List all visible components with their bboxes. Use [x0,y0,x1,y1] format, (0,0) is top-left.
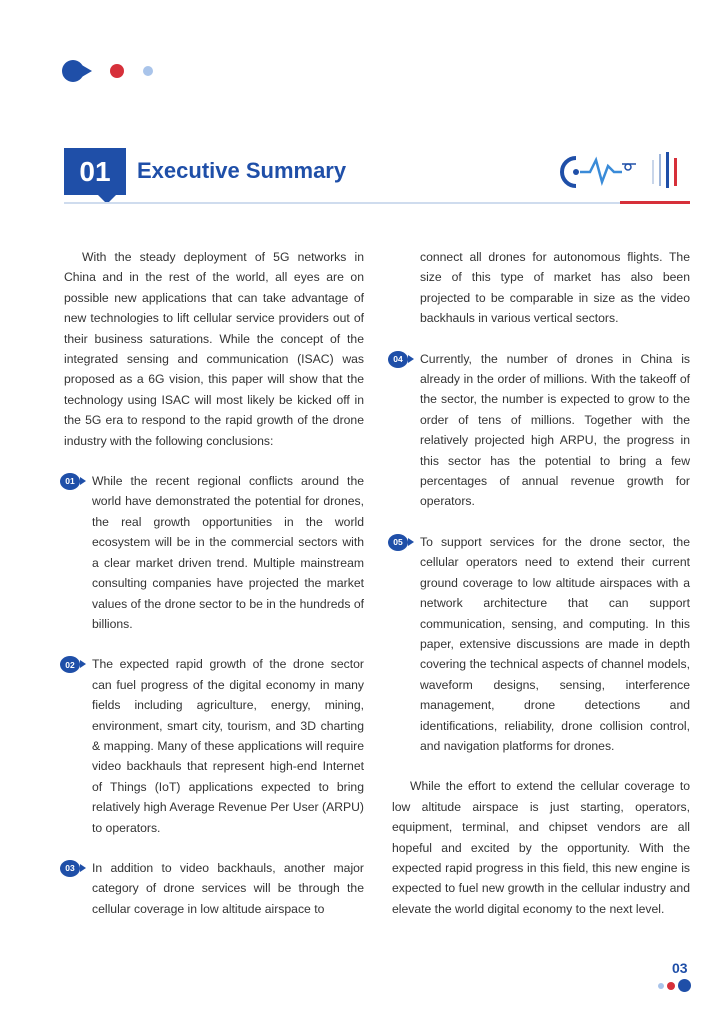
closing-paragraph: While the effort to extend the cellular coverage to low altitude airspace is just starting, operators, equipment, terminal, and chipset vendors are all hopeful and excited by the opportunity. With the expected rapid progress in this field, this new engine is expected to fuel new growth in the cellular industry and elevate the world digital economy to the next level. [392,779,690,916]
footer-dot-medium [667,982,675,990]
footer-dot-large [678,979,691,992]
decor-dot-small [143,66,153,76]
page-number: 03 [672,960,688,976]
item-text: In addition to video backhauls, another major category of drone services will be through the cellular coverage in low altitude airspace to [92,860,364,916]
drone-logo-icon [556,150,691,192]
item-text: connect all drones for autonomous flights. The size of this type of market has also been projected to be comparable in size as the video backhauls in various vertical sectors. [420,250,690,326]
item-badge: 04 [388,351,408,368]
item-text: Currently, the number of drones in China is already in the order of millions. With the takeoff of the sector, the number is expected to grow to the order of tens of millions. Together with the relatively projected high ARPU, the progress in this sector has the potential to bring a few percentages of annual revenue growth for operators. [420,351,690,509]
left-column [64,247,364,919]
item-badge: 02 [60,656,80,673]
section-number: 01 [64,148,126,195]
item-text: The expected rapid growth of the drone sector can fuel progress of the digital economy in many fields including agriculture, energy, mining, environment, smart city, tourism, and 3D charting & mapping. Many of these applications will require video backhauls that represent high-end Internet of Things (IoT) applications expected to bring relatively high Average Revenue Per User (ARPU) to operators. [92,657,364,835]
list-item [392,532,690,756]
header-divider-accent [620,201,690,204]
item-text: While the recent regional conflicts around the world have demonstrated the potential for drones, the real growth opportunities in the world ecosystem will be in the commercial sectors with a clear market driven trend. Multiple mainstream consulting companies have projected the market values of the drone sector to be in the hundreds of billions. [92,474,364,631]
list-item [64,471,364,634]
decor-dot-medium [110,64,124,78]
header-divider [64,202,684,204]
item-badge: 03 [60,860,80,877]
item-badge: 01 [60,473,80,490]
right-column [392,247,690,919]
intro-paragraph: With the steady deployment of 5G networks in China and in the rest of the world, all eyes are on possible new applications that can take advantage of new technologies to lift cellular service providers out of their business saturations. While the concept of the integrated sensing and communication (ISAC) was proposed as a 6G vision, this paper will show that the technology using ISAC will most likely be kicked off in the 5G era to respond to the rapid growth of the drone industry with the following conclusions: [64,250,364,448]
list-item [64,654,364,838]
list-item [392,349,690,512]
list-item-continued [392,247,690,329]
decor-dot-large-tail [80,64,92,78]
list-item [64,858,364,919]
item-badge: 05 [388,534,408,551]
footer-dot-small [658,983,664,989]
section-title: Executive Summary [137,158,347,183]
item-text: To support services for the drone sector, the cellular operators need to extend their current ground coverage to low altitude airspaces with a network architecture that can support communication, sensing, and computing. In this paper, extensive discussions are made in depth covering the technical aspects of channel models, waveform designs, sensing, interference management, drone detections and identifications, reliability, drone collision control, and navigation platforms for drones. [420,534,690,753]
